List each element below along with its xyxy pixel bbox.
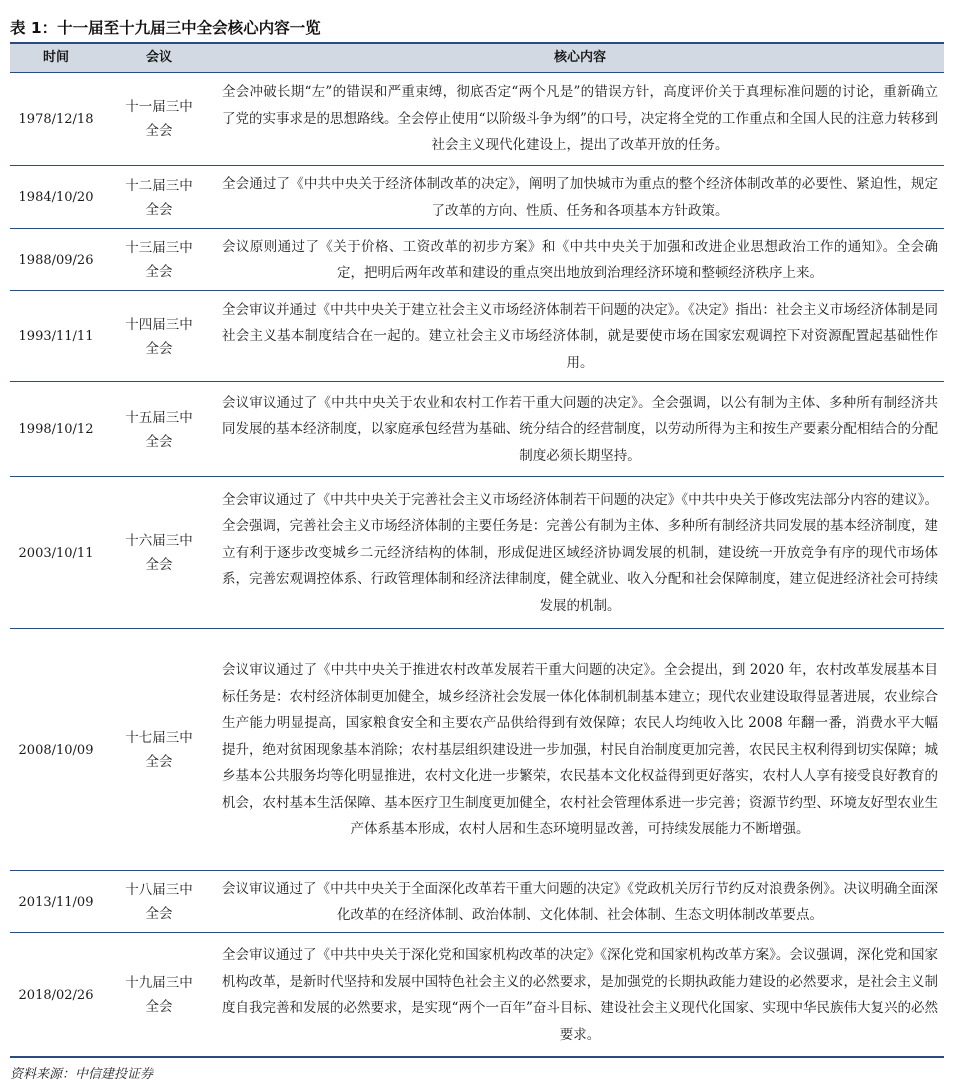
table-row — [10, 934, 944, 1058]
row-date: 2013/11/09 — [18, 894, 94, 910]
table-row — [10, 872, 944, 933]
row-meeting-label: 十一届三中全会 — [125, 99, 193, 139]
row-meeting-label: 十七届三中全会 — [125, 730, 193, 770]
row-meeting-label: 十八届三中全会 — [125, 882, 193, 922]
table-row — [10, 230, 944, 291]
row-date: 2018/02/26 — [18, 987, 94, 1003]
row-meeting — [102, 872, 216, 932]
table-row — [10, 630, 944, 871]
row-content-text: 全会审议并通过《中共中央关于建立社会主义市场经济体制若干问题的决定》。《决定》指出：社会主义市场经济体制是同社会主义基本制度结合在一起的。建立社会主义市场经济体制，就是要使市场在国家宏观调控下对资源配置起基础性作用。 — [222, 301, 938, 371]
row-content — [216, 292, 944, 381]
table-row — [10, 478, 944, 629]
header-content: 核心内容 — [553, 50, 606, 65]
table-row — [10, 167, 944, 229]
row-date: 1984/10/20 — [18, 190, 94, 205]
row-content-text: 会议审议通过了《中共中央关于全面深化改革若干重大问题的决定》《党政机关厉行节约反对浪费条例》。决议明确全面深化改革的在经济体制、政治体制、文化体制、社会体制、生态文明体制改革要点。 — [222, 880, 938, 923]
row-meeting — [102, 292, 216, 381]
table-header — [10, 44, 944, 73]
row-meeting-label: 十三届三中全会 — [125, 240, 193, 280]
row-meeting-label: 十四届三中全会 — [125, 316, 193, 357]
row-content — [216, 167, 944, 228]
row-meeting-label: 十六届三中全会 — [125, 533, 193, 573]
row-content-text: 会议审议通过了《中共中央关于农业和农村工作若干重大问题的决定》。全会强调，以公有制为主体、多种所有制经济共同发展的基本经济制度，以家庭承包经营为基础、统分结合的经营制度，以劳动所得为主和按生产要素分配相结合的分配制度必须长期坚持。 — [222, 394, 938, 464]
row-content — [216, 630, 944, 870]
row-meeting — [102, 230, 216, 290]
row-content-text: 全会审议通过了《中共中央关于完善社会主义市场经济体制若干问题的决定》《中共中央关于修改宪法部分内容的建议》。全会强调，完善社会主义市场经济体制的主要任务是：完善公有制为主体、多种所有制经济共同发展的基本经济制度，建立有利于逐步改变城乡二元经济结构的体制，形成促进区域经济协调发展的机制，建设统一开放竞争有序的现代市场体系，完善宏观调控体系、行政管理体制和经济法律制度，健全就业、收入分配和社会保障制度，建立促进经济社会可持续发展的机制。 — [222, 491, 938, 614]
table-row — [10, 73, 944, 166]
row-content — [216, 73, 944, 165]
row-meeting — [102, 478, 216, 628]
row-date: 1978/12/18 — [18, 111, 94, 127]
row-date: 2003/10/11 — [18, 545, 94, 561]
row-meeting-label: 十二届三中全会 — [125, 177, 193, 218]
row-content-text: 全会通过了《中共中央关于经济体制改革的决定》，阐明了加快城市为重点的整个经济体制改革的必要性、紧迫性，规定了改革的方向、性质、任务和各项基本方针政策。 — [222, 176, 938, 219]
row-meeting-label: 十九届三中全会 — [125, 975, 193, 1015]
row-date: 2008/10/09 — [18, 742, 94, 758]
row-meeting — [102, 73, 216, 165]
row-content — [216, 478, 944, 628]
row-content — [216, 230, 944, 290]
row-date: 1998/10/12 — [18, 422, 94, 437]
header-date: 时间 — [42, 50, 69, 65]
table-row — [10, 383, 944, 477]
row-content — [216, 934, 944, 1056]
row-content — [216, 872, 944, 932]
row-content-text: 会议原则通过了《关于价格、工资改革的初步方案》和《中共中央关于加强和改进企业思想政治工作的通知》。全会确定，把明后两年改革和建设的重点突出地放到治理经济环境和整顿经济秩序上来。 — [222, 238, 938, 281]
row-content-text: 全会冲破长期“左”的错误和严重束缚，彻底否定“两个凡是”的错误方针，高度评价关于真理标准问题的讨论，重新确立了党的实事求是的思想路线。全会停止使用“以阶级斗争为纲”的口号，决定将全党的工作重点和全国人民的注意力转移到社会主义现代化建设上，提出了改革开放的任务。 — [222, 84, 938, 154]
table-row — [10, 292, 944, 382]
source-note: 资料来源：中信建投证券 — [10, 1067, 154, 1082]
row-content-text: 会议审议通过了《中共中央关于推进农村改革发展若干重大问题的决定》。全会提出，到 2020 年，农村改革发展基本目标任务是：农村经济体制更加健全，城乡经济社会发展一体化体制机制基本建立；现代农业建设取得显著进展，农业综合生产能力明显提高，国家粮食安全和主要农产品供给得到有效保障；农民人均纯收入比 2008 年翻一番，消费水平大幅提升，绝对贫困现象基本消除；农村基层组织建设进一步加强，村民自治制度更加完善，农民民主权利得到切实保障；城乡基本公共服务均等化明显推进，农村文化进一步繁荣，农民基本文化权益得到更好落实，农村人人享有接受良好教育的机会，农村基本生活保障、基本医疗卫生制度更加健全，农村社会管理体系进一步完善；资源节约型、环境友好型农业生产体系基本形成，农村人居和生态环境明显改善，可持续发展能力不断增强。 — [222, 662, 938, 838]
row-content-text: 全会审议通过了《中共中央关于深化党和国家机构改革的决定》《深化党和国家机构改革方案》。会议强调，深化党和国家机构改革，是新时代坚持和发展中国特色社会主义的必然要求，是加强党的长期执政能力建设的必然要求，是社会主义制度自我完善和发展的必然要求，是实现“两个一百年”奋斗目标、建设社会主义现代化国家、实现中华民族伟大复兴的必然要求。 — [222, 947, 938, 1043]
table-title: 表 1：十一届至十九届三中全会核心内容一览 — [10, 19, 321, 37]
row-date: 1988/09/26 — [18, 252, 94, 268]
row-meeting — [102, 934, 216, 1056]
row-meeting — [102, 630, 216, 870]
row-content — [216, 383, 944, 476]
row-meeting — [102, 167, 216, 228]
row-meeting — [102, 383, 216, 476]
row-meeting-label: 十五届三中全会 — [125, 409, 193, 450]
header-meeting: 会议 — [145, 50, 172, 65]
row-date: 1993/11/11 — [18, 329, 94, 344]
